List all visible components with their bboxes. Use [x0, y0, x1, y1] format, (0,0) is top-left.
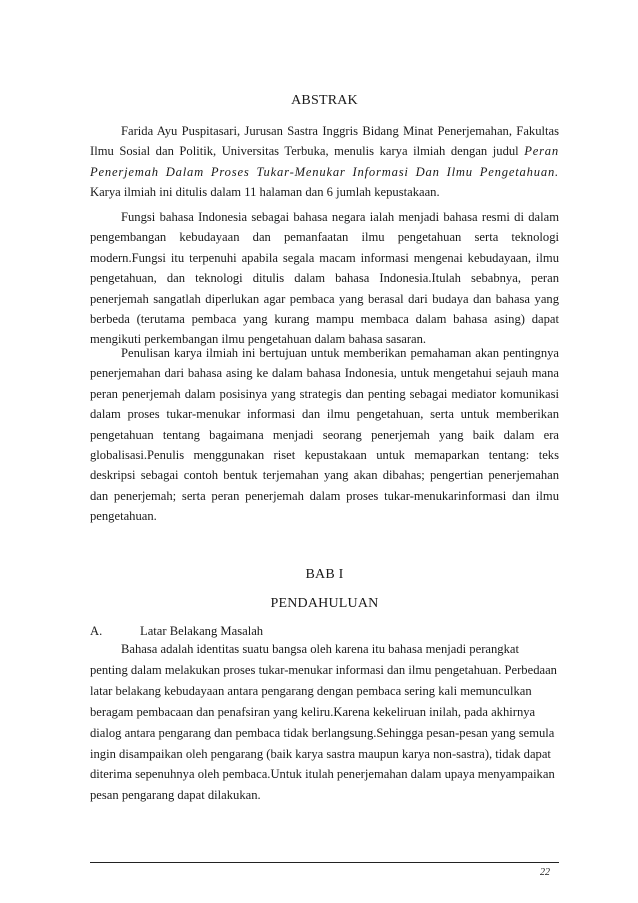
abstract-title: ABSTRAK: [291, 93, 358, 108]
abstract-work-title: Peran Penerjemah Dalam Proses Tukar-Menukar Informasi Dan Ilmu Pengetahuan.: [90, 144, 559, 179]
abstract-paragraph-2: Fungsi bahasa Indonesia sebagai bahasa negara ialah menjadi bahasa resmi di dalam pengembangan kebudayaan dan pemanfaatan ilmu pengetahuan serta teknologi modern.Fungsi itu terpenuhi apabila segala macam informasi mengenai kebudayaan, ilmu pengetahuan, dan teknologi ditulis dalam bahasa Indonesia.Itulah sebabnya, peran penerjemah sangatlah diperlukan agar pembaca yang berasal dari budaya dan bahasa yang berbeda (terutama pembaca yang kurang mampu membaca dalam bahasa asing) dapat mengikuti perkembangan ilmu pengetahuan dalam bahasa sasaran.: [90, 210, 559, 347]
abstract-paragraph-3: Penulisan karya ilmiah ini bertujuan untuk memberikan pemahaman akan pentingnya penerjemahan dari bahasa asing ke dalam bahasa Indonesia, untuk mengetahui sejauh mana peran penerjemah dalam posisinya yang strategis dan penting sebagai mediator komunikasi dalam proses tukar-menukar informasi dan ilmu pengetahuan, serta untuk memberikan pengetahuan tentang bagaimana menjadi seorang penerjemah yang baik dalam era globalisasi.Penulis menggunakan riset kepustakaan untuk memaparkan tentang: teks deskripsi sebagai contoh bentuk terjemahan yang akan dibahas; pengertian penerjemahan dan penerjemah; serta peran penerjemah dalam proses tukar-menukarinformasi dan ilmu pengetahuan.: [90, 346, 559, 524]
abstract-p1-text-end: Karya ilmiah ini ditulis dalam 11 halaman dan 6 jumlah kepustakaan.: [90, 185, 440, 200]
page-number: 22: [540, 867, 550, 878]
section-heading: [90, 622, 263, 640]
section-title: Latar Belakang Masalah: [140, 624, 264, 638]
chapter-number: BAB I: [305, 567, 344, 582]
abstract-paragraph-1: [90, 121, 559, 203]
chapter-title: PENDAHULUAN: [270, 596, 379, 611]
abstract-p1-text: Farida Ayu Puspitasari, Jurusan Sastra Inggris Bidang Minat Penerjemahan, Fakultas Ilmu Sosial dan Politik, Universitas Terbuka, menulis karya ilmiah dengan judul: [90, 124, 559, 159]
section-number: A.: [90, 624, 103, 638]
section-paragraph: Bahasa adalah identitas suatu bangsa oleh karena itu bahasa menjadi perangkat penting dalam melakukan proses tukar-menukar informasi dan ilmu pengetahuan. Perbedaan latar belakang kebudayaan antara pengarang dengan pembaca sering kali memunculkan beragam pembacaan dan penafsiran yang keliru.Karena kekeliruan inilah, pada akhirnya dialog antara pengarang dan pembaca tidak berlangsung.Sehingga pesan-pesan yang semula ingin disampaikan oleh pengarang (baik karya sastra maupun karya non-sastra), tidak dapat diterima sepenuhnya oleh pembaca.Untuk itulah penerjemahan dalam upaya menyampaikan pesan pengarang dapat dilakukan.: [90, 642, 557, 803]
footer-rule: [90, 862, 559, 863]
